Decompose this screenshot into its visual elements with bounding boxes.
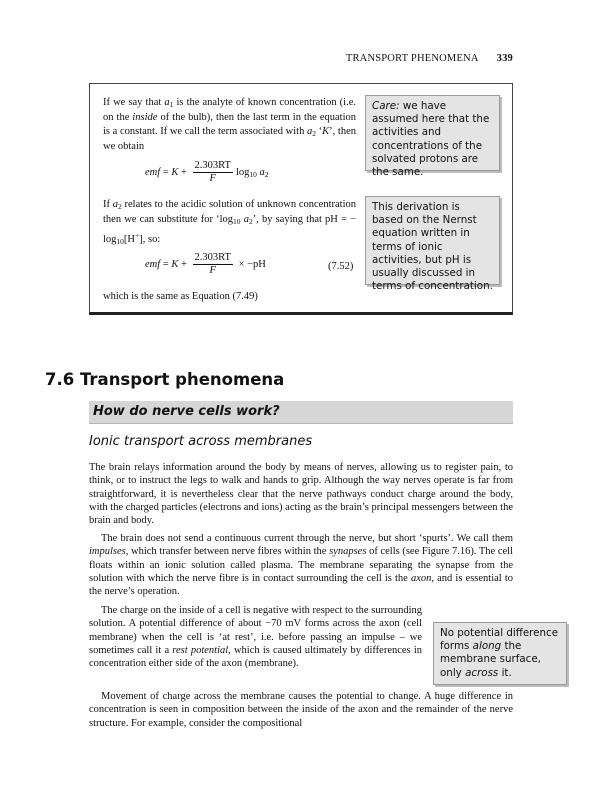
question-heading: How do nerve cells work?: [93, 404, 280, 419]
body-paragraph-3: The charge on the inside of a cell is negative with respect to the surrounding solution. A potential difference of about −70 mV forms across the axon (cell membrane) when the cell is ‘at rest’, i.e. before passing an impulse – we sometimes call it a rest potential, which is caused ultimately by differences in concentration either side of the axon (membrane).: [89, 605, 422, 670]
box-paragraph-3: which is the same as Equation (7.49): [103, 291, 258, 302]
body-paragraph-2: The brain does not send a continuous current through the nerve, but short ‘spurts’. We call them impulses, which transfer between nerve fibres within the synapses of cells (see Figure 7.16). The cell floats within an ionic solution called plasma. The membrane separating the synapse from the solution with which the nerve fibre is in contact surrounding the cell is the axon, and is essential to the nerve’s operation.: [89, 533, 514, 598]
equation-1: emf = K + $\frac{2.303RT}{F}$ $\log_{10} a_2$: [145, 160, 269, 184]
equation-2: emf = K + $\frac{2.303RT}{F}$ × −pH: [145, 252, 266, 276]
box-paragraph-1: If we say that $a_1$ is the analyte of known concentration (i.e. on the inside of the bulb), then the last term in the equation is a constant. If we call the term associated with $a_2$ ‘K’, then we obtain: [103, 97, 356, 152]
margin-note-derivation: This derivation is based on the Nernst equation written in terms of ionic activities, but pH is usually discussed in terms of concentration.: [365, 196, 500, 285]
section-title: 7.6 Transport phenomena: [45, 370, 285, 389]
question-bar: [89, 401, 513, 424]
body-paragraph-1: The brain relays information around the body by means of nerves, allowing us to register pain, to think, or to instruct the legs to walk and hands to grip. Although the way nerves operate is far from straightforward, it is nevertheless clear that the nerve pathways conduct charge around the body, with the charged particles (electrons and ions) acting as the brain’s principal messengers between the brain and body.: [89, 462, 513, 527]
equation-number: (7.52): [328, 261, 354, 272]
equation-2-fraction: $\frac{2.303RT}{F}$: [194, 252, 231, 276]
page-number: 339: [496, 53, 513, 64]
margin-note-potential: No potential difference forms along the membrane surface, only across it.: [433, 622, 567, 685]
equation-1-fraction: $\frac{2.303RT}{F}$: [194, 160, 231, 184]
subheading: Ionic transport across membranes: [89, 434, 313, 449]
box-paragraph-2: If $a_2$ relates to the acidic solution of unknown concentration then we can substitute for ‘$\log_{10}$ $a_2$’, by saying that pH = − $\log_{10}[H^+]$, so:: [103, 199, 357, 246]
running-header: [0, 53, 513, 64]
body-paragraph-4: Movement of charge across the membrane causes the potential to change. A huge difference in concentration is seen in composition between the inside of the axon and the remainder of the nerve structure. For example, consider the compositional: [89, 691, 513, 729]
running-title: TRANSPORT PHENOMENA: [345, 53, 479, 64]
margin-note-care: Care: we have assumed here that the activities and concentrations of the solvated protons are the same.: [365, 95, 500, 171]
